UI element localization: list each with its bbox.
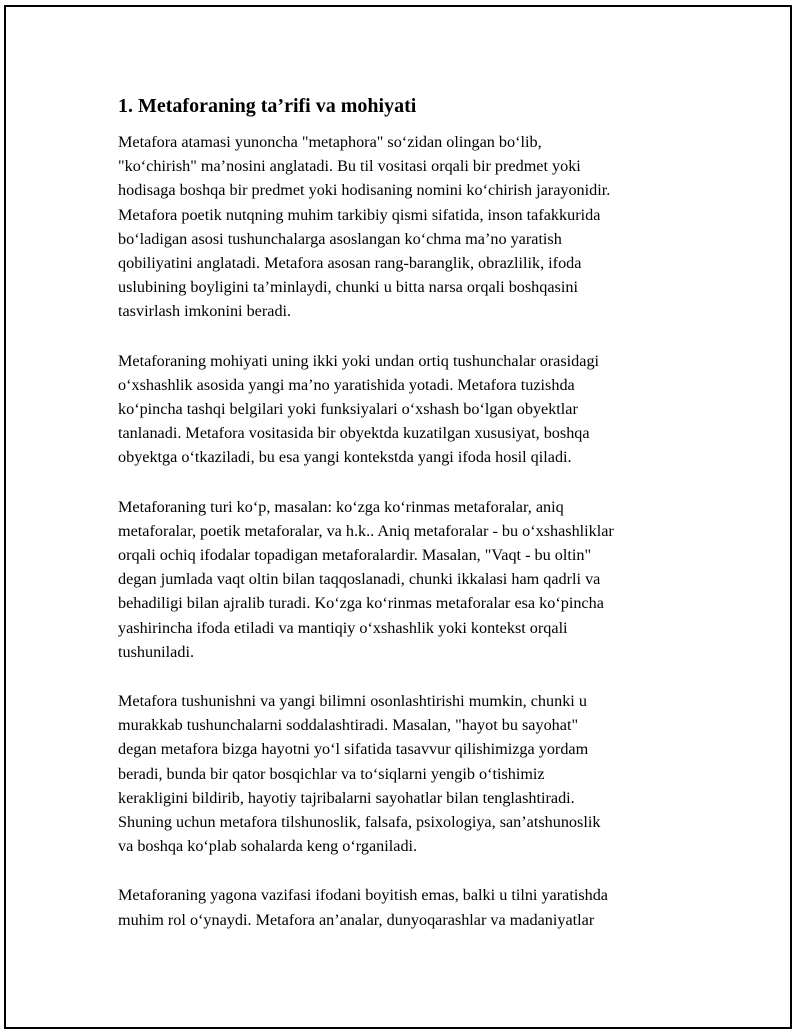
text-line: degan jumlada vaqt oltin bilan taqqoslanadi, chunki ikkalasi ham qadrli va: [118, 570, 601, 589]
text-line: metaforalar, poetik metaforalar, va h.k.. Aniq metaforalar - bu o‘xshashliklar: [118, 521, 614, 540]
text-line: uslubining boyligini ta’minlaydi, chunki u bitta narsa orqali boshqasini: [118, 278, 578, 297]
text-line: behadiligi bilan ajralib turadi. Ko‘zga ko‘rinmas metaforalar esa ko‘pincha: [118, 594, 604, 613]
text-line: "ko‘chirish" ma’nosini anglatadi. Bu til vositasi orqali bir predmet yoki: [118, 157, 581, 176]
section-heading: 1. Metaforaning ta’rifi va mohiyati: [118, 95, 417, 117]
text-line: obyektga o‘tkaziladi, bu esa yangi kontekstda yangi ifoda hosil qiladi.: [118, 448, 572, 467]
paragraph-4: [118, 689, 698, 858]
text-line: Metaforaning mohiyati uning ikki yoki undan ortiq tushunchalar orasidagi: [118, 351, 600, 370]
text-line: Shuning uchun metafora tilshunoslik, falsafa, psixologiya, san’atshunoslik: [118, 813, 601, 832]
text-line: Metafora poetik nutqning muhim tarkibiy qismi sifatida, inson tafakkurida: [118, 205, 601, 224]
text-line: tanlanadi. Metafora vositasida bir obyektda kuzatilgan xususiyat, boshqa: [118, 424, 590, 443]
paragraph-2: [118, 349, 698, 470]
text-line: o‘xshashlik asosida yangi ma’no yaratishida yotadi. Metafora tuzishda: [118, 375, 575, 394]
text-line: bo‘ladigan asosi tushunchalarga asoslangan ko‘chma ma’no yaratish: [118, 229, 562, 248]
paragraph-3: [118, 495, 698, 664]
text-line: Metafora atamasi yunoncha "metaphora" so‘zidan olingan bo‘lib,: [118, 133, 542, 151]
paragraph-1: [118, 130, 698, 324]
text-line: tasvirlash imkonini beradi.: [118, 302, 292, 321]
text-line: yashirincha ifoda etiladi va mantiqiy o‘xshashlik yoki kontekst orqali: [118, 618, 568, 637]
document-body: [118, 92, 698, 957]
text-line: Metaforaning yagona vazifasi ifodani boyitish emas, balki u tilni yaratishda: [118, 886, 608, 905]
text-line: Metafora tushunishni va yangi bilimni osonlashtirishi mumkin, chunki u: [118, 692, 587, 711]
text-line: orqali ochiq ifodalar topadigan metaforalardir. Masalan, "Vaqt - bu oltin": [118, 546, 592, 565]
text-line: hodisaga boshqa bir predmet yoki hodisaning nomini ko‘chirish jarayonidir.: [118, 181, 611, 200]
text-line: Metaforaning turi ko‘p, masalan: ko‘zga ko‘rinmas metaforalar, aniq: [118, 497, 564, 516]
text-line: tushuniladi.: [118, 642, 194, 661]
text-line: degan metafora bizga hayotni yo‘l sifatida tasavvur qilishimizga yordam: [118, 740, 589, 759]
text-line: muhim rol o‘ynaydi. Metafora an’analar, dunyoqarashlar va madaniyatlar: [118, 910, 595, 929]
text-line: qobiliyatini anglatadi. Metafora asosan rang-baranglik, obrazlilik, ifoda: [118, 254, 582, 273]
text-line: va boshqa ko‘plab sohalarda keng o‘rganiladi.: [118, 837, 418, 856]
text-line: beradi, bunda bir qator bosqichlar va to‘siqlarni yengib o‘tishimiz: [118, 764, 545, 783]
paragraph-5: [118, 883, 698, 931]
text-line: murakkab tushunchalarni soddalashtiradi. Masalan, "hayot bu sayohat": [118, 716, 579, 735]
text-line: ko‘pincha tashqi belgilari yoki funksiyalari o‘xshash bo‘lgan obyektlar: [118, 400, 578, 419]
text-line: kerakligini bildirib, hayotiy tajribalarni sayohatlar bilan tenglashtiradi.: [118, 788, 575, 807]
